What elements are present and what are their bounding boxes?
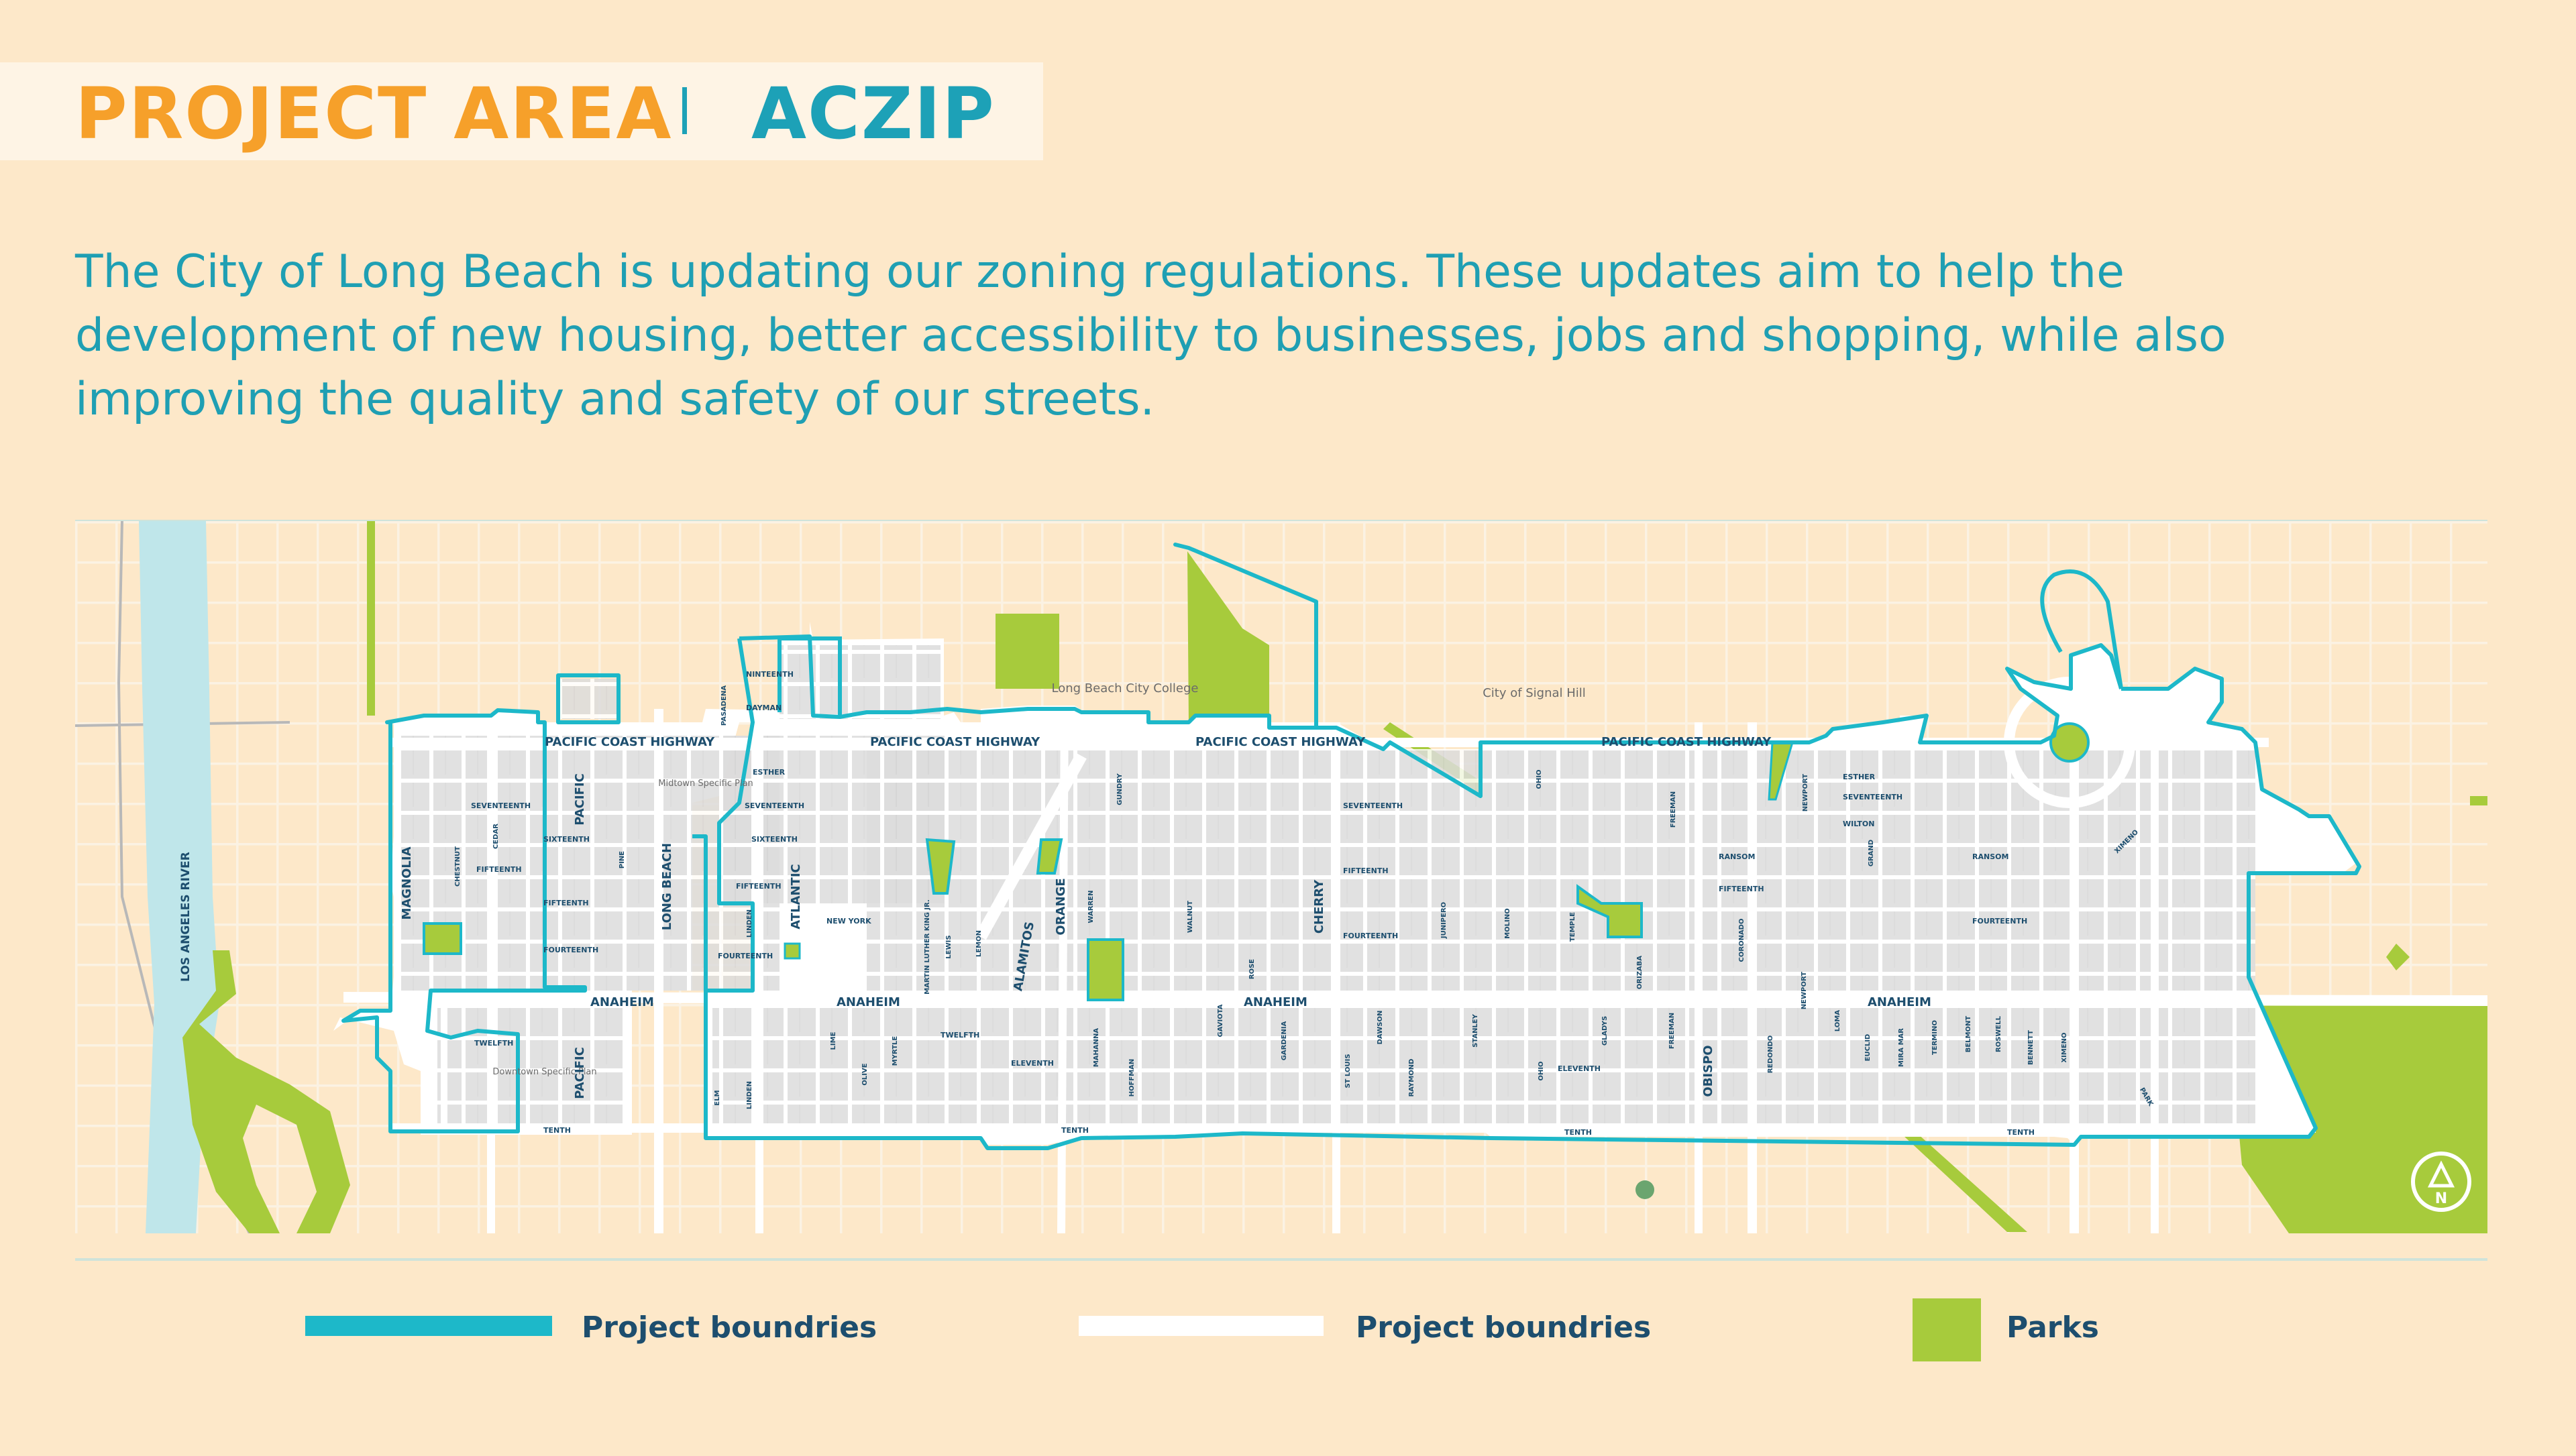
label-rose: ROSE [1248,958,1256,980]
label-linden: LINDEN [746,909,753,938]
label-dawson: DAWSON [1377,1010,1384,1045]
label-seventeenth: SEVENTEENTH [471,801,531,810]
college-label: Long Beach City College [1051,681,1199,695]
label-pch-3: PACIFIC COAST HIGHWAY [1195,735,1366,749]
label-mira-mar: MIRA MAR [1898,1028,1905,1067]
page-subtitle: ACZIP [751,72,996,155]
legend-item-white [1079,1301,1652,1355]
label-pch-4: PACIFIC COAST HIGHWAY [1601,735,1772,749]
label-seventeenth: SEVENTEENTH [1843,793,1903,801]
legend-label: Project boundries [1356,1310,1652,1345]
label-esther: ESTHER [1843,773,1876,781]
intro-paragraph: The City of Long Beach is updating our zoning regulations. These updates aim to help the development of new housing, better accessibility to businesses, jobs and shopping, while also improving the quality and safety of our streets. [75,245,2226,426]
label-cedar: CEDAR [492,824,500,849]
label-newport: NEWPORT [1801,971,1808,1010]
green-square-swatch-icon [1913,1298,1981,1361]
label-myrtle: MYRTLE [892,1035,899,1066]
label-grand: GRAND [1868,839,1875,867]
park-magnolia [424,923,461,954]
label-freeman: FREEMAN [1670,791,1677,828]
label-ransom: RANSOM [1972,852,2009,861]
label-freeman: FREEMAN [1668,1012,1676,1050]
title-divider [682,87,687,134]
label-fourteenth: FOURTEENTH [543,946,599,954]
label-fourteenth: FOURTEENTH [1972,917,2028,926]
label-orange: ORANGE [1054,878,1068,936]
teal-line-swatch-icon [305,1316,552,1336]
label-fourteenth: FOURTEENTH [1343,932,1399,940]
label-euclid: EUCLID [1864,1033,1872,1062]
map-bottom-rule [75,1258,2487,1261]
label-stanley: STANLEY [1472,1014,1479,1048]
label-ohio: OHIO [1536,769,1543,789]
midtown-label: Midtown Specific Plan [658,779,753,789]
label-lemon: LEMON [975,930,983,958]
label-twelfth: TWELFTH [941,1031,980,1040]
project-area-map[interactable] [75,521,2487,1233]
park-orange [1088,940,1123,1000]
label-fifteenth: FIFTEENTH [1719,885,1764,893]
label-eleventh: ELEVENTH [1558,1064,1601,1073]
label-belmont: BELMONT [1965,1015,1972,1053]
legend-label: Project boundries [582,1310,877,1345]
label-linden: LINDEN [746,1081,753,1109]
label-atlantic: ATLANTIC [789,864,803,930]
label-chestnut: CHESTNUT [454,846,462,887]
legend-item-teal [305,1301,877,1355]
label-pacific-2: PACIFIC [573,1047,587,1099]
label-junipero: JUNIPERO [1440,901,1448,939]
label-sixteenth: SIXTEENTH [543,835,590,844]
label-long-beach: LONG BEACH [660,842,674,931]
label-warren: WARREN [1087,890,1095,923]
label-anaheim-2: ANAHEIM [837,995,900,1009]
river-label: LOS ANGELES RIVER [179,852,193,982]
label-hoffman: HOFFMAN [1128,1058,1136,1097]
legend-label: Parks [2006,1310,2099,1345]
label-fifteenth: FIFTEENTH [476,865,522,874]
label-gaviota: GAVIOTA [1217,1004,1224,1038]
label-newport: NEWPORT [1802,773,1809,812]
label-gundry: GUNDRY [1116,773,1124,805]
label-park: PARK [2137,1086,2155,1108]
label-mahanna: MAHANNA [1093,1027,1100,1068]
label-molino: MOLINO [1504,908,1511,939]
label-ohio: OHIO [1538,1061,1545,1081]
white-line-swatch-icon [1079,1316,1324,1336]
label-termino: TERMINO [1931,1020,1939,1055]
label-anaheim-3: ANAHEIM [1244,995,1307,1009]
label-elm: ELM [714,1090,721,1106]
label-alamitos: ALAMITOS [1011,920,1037,993]
legend-item-parks [1913,1301,2315,1355]
label-olive: OLIVE [861,1063,869,1086]
label-tenth: TENTH [2007,1128,2035,1137]
label-esther: ESTHER [753,768,786,777]
label-ransom: RANSOM [1719,852,1756,861]
label-pch-2: PACIFIC COAST HIGHWAY [870,735,1040,749]
label-seventeenth: SEVENTEENTH [1343,801,1403,810]
label-pasadena: PASADENA [720,685,728,726]
label-obispo: OBISPO [1701,1045,1715,1097]
label-fourteenth: FOURTEENTH [718,952,773,960]
label-tenth: TENTH [1564,1128,1592,1137]
label-fifteenth: FIFTEENTH [543,899,589,907]
label-gardenia: GARDENIA [1281,1021,1288,1061]
label-anaheim-4: ANAHEIM [1868,995,1931,1009]
label-redondo: REDONDO [1767,1035,1774,1074]
label-eleventh: ELEVENTH [1011,1059,1054,1068]
label-orizaba: ORIZABA [1636,955,1644,990]
label-roswell: ROSWELL [1995,1015,2002,1053]
label-magnolia: MAGNOLIA [400,846,414,920]
downtown-label: Downtown Specific Plan [492,1067,597,1077]
label-lewis: LEWIS [945,935,953,959]
label-lime: LIME [830,1031,837,1050]
label-pch-1: PACIFIC COAST HIGHWAY [545,735,715,749]
label-temple: TEMPLE [1569,911,1576,942]
label-ximeno: XIMENO [2113,828,2141,856]
label-mlk: MARTIN LUTHER KING JR. [924,899,931,995]
label-twelfth: TWELFTH [474,1039,514,1048]
label-tenth: TENTH [543,1126,571,1135]
label-dayman: DAYMAN [746,704,782,712]
label-st-louis: ST LOUIS [1344,1054,1352,1088]
park-college-north [996,614,1059,689]
label-fifteenth: FIFTEENTH [1343,866,1389,875]
label-pacific-1: PACIFIC [573,773,587,826]
label-sixteenth: SIXTEENTH [751,835,798,844]
page-title: PROJECT AREA [75,72,673,155]
label-walnut: WALNUT [1187,900,1194,934]
label-gladys: GLADYS [1601,1015,1609,1046]
label-raymond: RAYMOND [1408,1058,1415,1097]
label-anaheim-1: ANAHEIM [590,995,654,1009]
label-loma: LOMA [1834,1009,1841,1032]
label-fifteenth: FIFTEENTH [736,882,782,891]
label-wilton: WILTON [1843,820,1875,828]
label-nineteenth: NINTEENTH [746,670,794,679]
svg-text:N: N [2434,1190,2448,1207]
label-seventeenth: SEVENTEENTH [745,801,805,810]
label-coronado: CORONADO [1738,918,1746,962]
label-bennett: BENNETT [2027,1030,2035,1065]
label-tenth: TENTH [1061,1126,1089,1135]
label-ximeno: XIMENO [2061,1032,2068,1063]
label-new-york: NEW YORK [826,917,871,926]
label-cherry: CHERRY [1312,879,1326,934]
signal-hill-label: City of Signal Hill [1483,686,1586,700]
label-pine: PINE [619,850,626,869]
